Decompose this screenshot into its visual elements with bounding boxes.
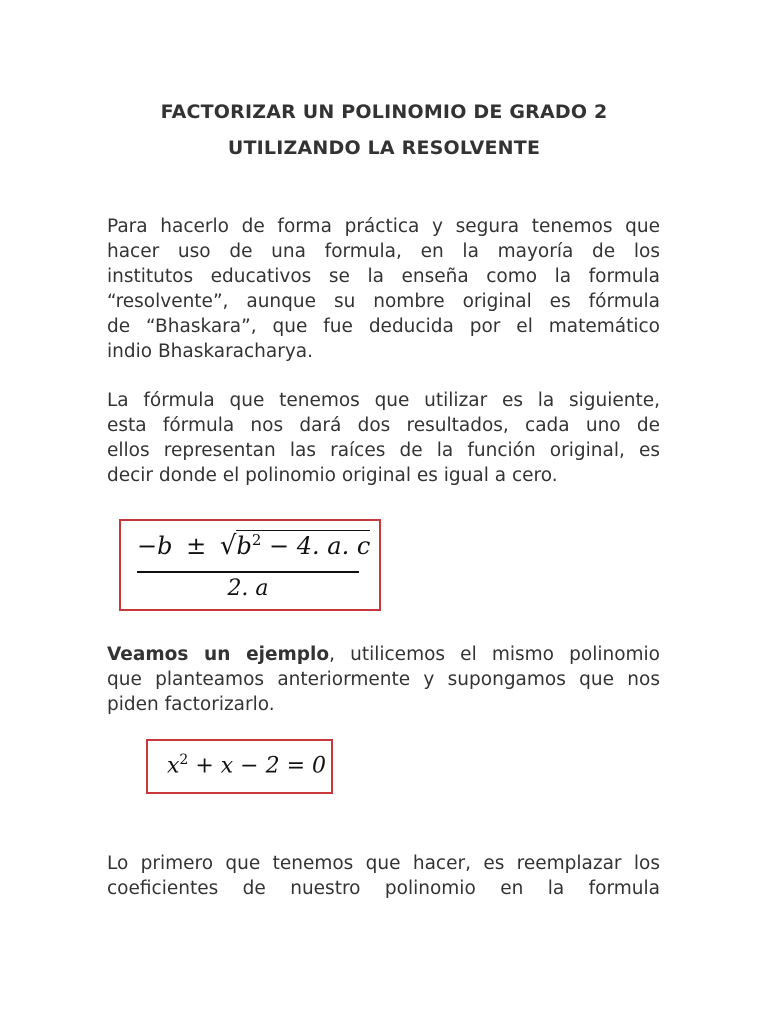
fraction-bar xyxy=(137,571,359,573)
equation-base: x xyxy=(167,753,180,779)
paragraph-example xyxy=(107,642,660,717)
equation-example xyxy=(167,752,326,778)
paragraph-line: “resolvente”, aunque su nombre original es fórmula xyxy=(107,291,660,312)
paragraph-line: indio Bhaskaracharya. xyxy=(107,341,314,362)
paragraph-line: hacer uso de una formula, en la mayoría de los xyxy=(107,241,660,262)
paragraph-next-step xyxy=(107,851,660,901)
equation-exponent: 2 xyxy=(179,752,189,768)
paragraph-line: Lo primero que tenemos que hacer, es reemplazar los xyxy=(107,853,660,874)
numerator-prefix: −b xyxy=(137,532,173,560)
example-lead-bold: Veamos un ejemplo xyxy=(107,644,330,665)
paragraph-line: de “Bhaskara”, que fue deducida por el matemático xyxy=(107,316,660,337)
paragraph-formula-intro xyxy=(107,388,660,488)
radicand-base: b xyxy=(236,532,252,560)
paragraph-line: coeficientes de nuestro polinomio en la formula xyxy=(107,878,660,899)
paragraph-line xyxy=(107,642,660,667)
example-line1-rest: , utilicemos el mismo polinomio xyxy=(329,644,660,665)
paragraph-intro xyxy=(107,214,660,364)
formula-numerator xyxy=(137,531,370,561)
radicand xyxy=(236,530,370,560)
formula-denominator: 2. a xyxy=(227,576,269,601)
document-title-line2: UTILIZANDO LA RESOLVENTE xyxy=(227,137,541,159)
paragraph-line: Para hacerlo de forma práctica y segura tenemos que xyxy=(107,216,660,237)
paragraph-line: que planteamos anteriormente y supongamos que nos xyxy=(107,669,660,690)
square-root-symbol: √ xyxy=(219,531,237,561)
plus-minus-symbol: ± xyxy=(186,532,207,560)
paragraph-line: decir donde el polinomio original es igual a cero. xyxy=(107,465,558,486)
paragraph-line: La fórmula que tenemos que utilizar es la siguiente, xyxy=(107,390,660,411)
equation-rest: + x − 2 = 0 xyxy=(188,753,327,779)
paragraph-line: ellos representan las raíces de la función original, es xyxy=(107,440,660,461)
paragraph-line: esta fórmula nos dará dos resultados, cada uno de xyxy=(107,415,660,436)
radicand-rest: − 4. a. c xyxy=(261,532,371,560)
document-title-line1: FACTORIZAR UN POLINOMIO DE GRADO 2 xyxy=(160,101,608,123)
formula-resolvente-box xyxy=(119,519,381,611)
paragraph-line: piden factorizarlo. xyxy=(107,694,275,715)
radicand-exponent: 2 xyxy=(251,531,262,549)
equation-example-box xyxy=(146,739,333,794)
paragraph-line: institutos educativos se la enseña como la formula xyxy=(107,266,660,287)
